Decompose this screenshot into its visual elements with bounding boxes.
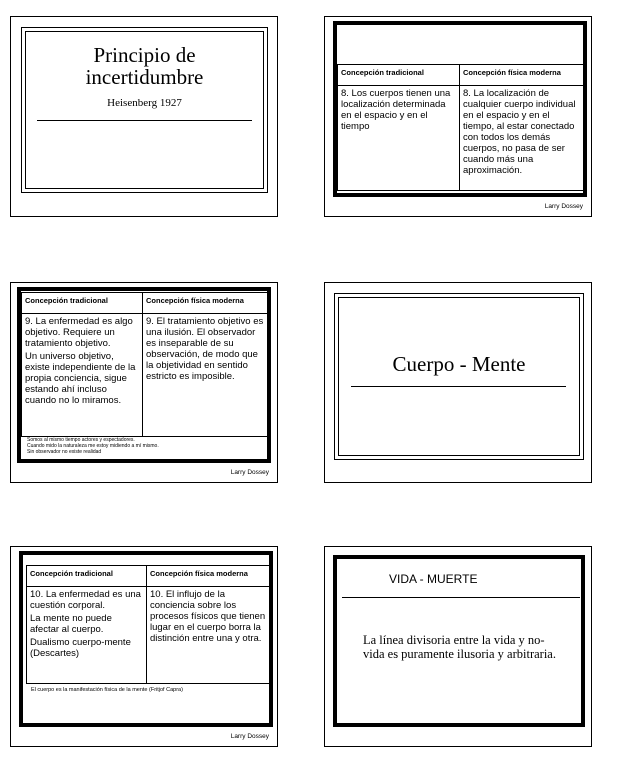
slide-6-title: VIDA - MUERTE bbox=[389, 572, 478, 586]
slide-2-header-modern: Concepción física moderna bbox=[460, 65, 584, 86]
slide-5-footer: Larry Dossey bbox=[230, 733, 269, 740]
slide-5-header-traditional: Concepción tradicional bbox=[27, 566, 147, 587]
slide-3-left-paragraph-1: 9. La enfermedad es algo objetivo. Requiere un tratamiento objetivo. bbox=[25, 316, 133, 349]
slide-5-note: El cuerpo es la manifestación física de la mente (Fritjof Capra) bbox=[31, 687, 183, 693]
slide-1[interactable] bbox=[10, 16, 278, 217]
slide-3-footer: Larry Dossey bbox=[230, 469, 269, 476]
slide-3-table bbox=[21, 292, 268, 437]
slide-3-header-traditional: Concepción tradicional bbox=[22, 293, 143, 314]
slide-1-title: Principio de incertidumbre bbox=[85, 43, 204, 89]
slide-4-title: Cuerpo - Mente bbox=[392, 352, 526, 376]
slide-3-note-line-2: Cuando mido la naturaleza me estoy midiendo a mí mismo. bbox=[27, 443, 159, 449]
slide-2-header-traditional: Concepción tradicional bbox=[338, 65, 460, 86]
slide-3-cell-traditional bbox=[22, 314, 143, 437]
slide-6[interactable] bbox=[324, 546, 592, 747]
slide-3[interactable] bbox=[10, 282, 278, 483]
slide-3-left-paragraph-2: Un universo objetivo, existe independiente de la propia conciencia, sigue estando ahí incluso cuando no lo miramos. bbox=[25, 351, 136, 406]
slide-3-note bbox=[27, 437, 257, 455]
slide-3-cell-modern: 9. El tratamiento objetivo es una ilusión. El observador es inseparable de su observación, de modo que la objetividad en sentido estricto es imposible. bbox=[143, 314, 268, 437]
slide-4-divider bbox=[351, 386, 566, 387]
slide-2-footer: Larry Dossey bbox=[544, 203, 583, 210]
slide-2[interactable] bbox=[324, 16, 592, 217]
slide-5-left-paragraph-2: La mente no puede afectar al cuerpo. bbox=[30, 613, 112, 635]
slide-5-header-modern: Concepción física moderna bbox=[147, 566, 270, 587]
slide-5-left-paragraph-3: Dualismo cuerpo-mente (Descartes) bbox=[30, 637, 131, 659]
slide-5-table bbox=[26, 565, 270, 684]
slide-4[interactable] bbox=[324, 282, 592, 483]
slide-1-subtitle: Heisenberg 1927 bbox=[107, 97, 182, 109]
slide-3-note-line-1: Somos al mismo tiempo actores y espectadores. bbox=[27, 437, 135, 443]
slide-2-cell-traditional: 8. Los cuerpos tienen una localización determinada en el espacio y en el tiempo bbox=[338, 86, 460, 191]
slide-5-left-paragraph-1: 10. La enfermedad es una cuestión corporal. bbox=[30, 589, 141, 611]
slide-5-cell-traditional bbox=[27, 587, 147, 684]
slide-6-divider bbox=[342, 597, 580, 598]
slide-2-cell-modern: 8. La localización de cualquier cuerpo individual en el espacio y en el tiempo, al estar conectado con todos los demás cuerpos, no pasa de ser cuando más una aproximación. bbox=[460, 86, 584, 191]
slide-5-cell-modern: 10. El influjo de la conciencia sobre los procesos físicos que tienen lugar en el cuerpo borra la distinción entre una y otra. bbox=[147, 587, 270, 684]
slide-5[interactable] bbox=[10, 546, 278, 747]
slide-6-body: La línea divisoria entre la vida y no-vida es puramente ilusoria y arbitraria. bbox=[363, 633, 556, 661]
slide-3-note-line-3: Sin observador no existe realidad bbox=[27, 449, 102, 455]
slide-3-header-modern: Concepción física moderna bbox=[143, 293, 268, 314]
slide-2-table bbox=[337, 64, 584, 191]
slide-1-divider bbox=[37, 120, 252, 121]
